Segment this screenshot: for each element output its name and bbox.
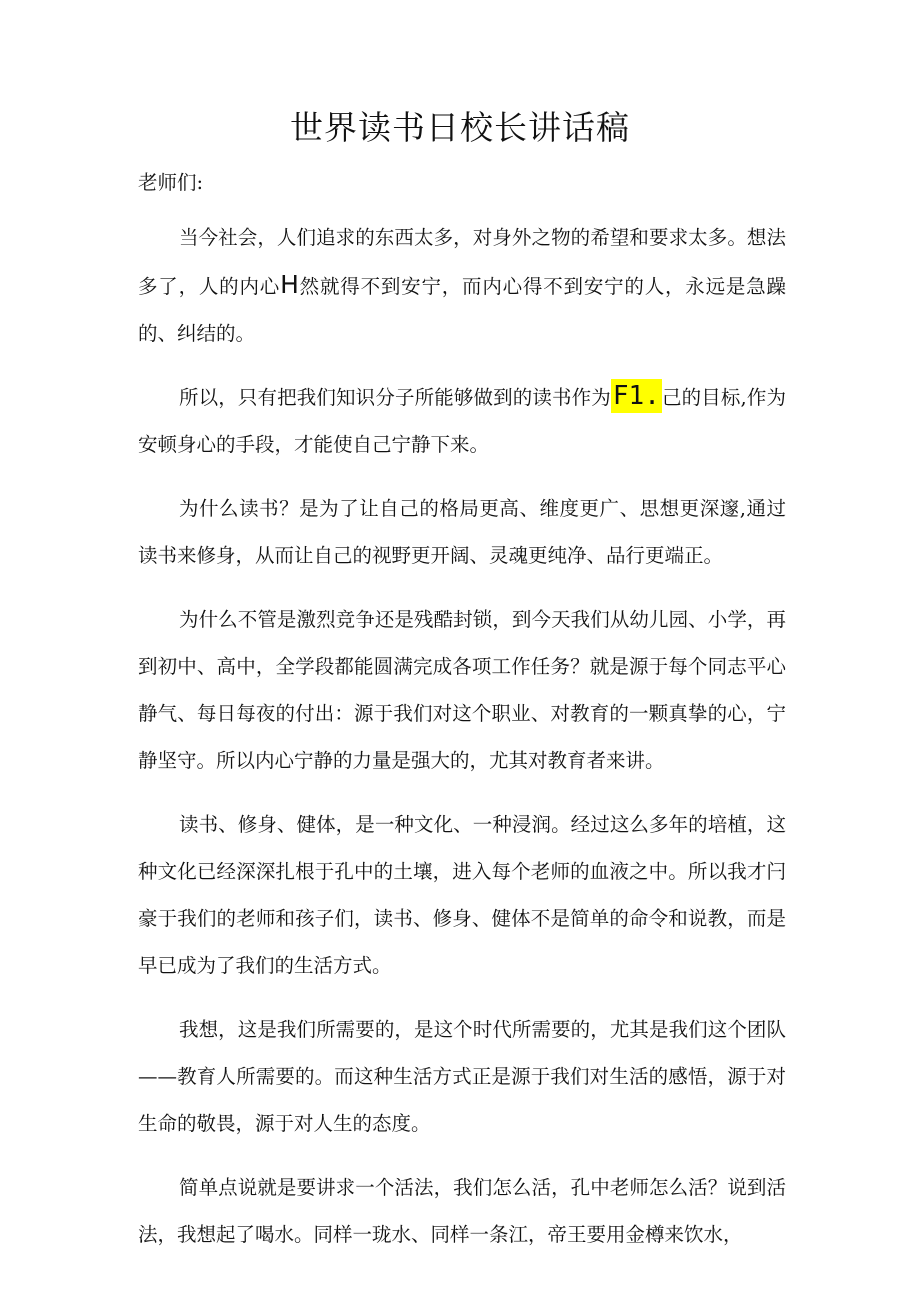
paragraph-2-text-a: 所以，只有把我们知识分子所能够做到的读书作为 — [179, 386, 611, 409]
paragraph-5: 读书、修身、健体，是一种文化、一种浸润。经过这么多年的培植，这种文化已经深深扎根于孔中的土壤，进入每个老师的血液之中。所以我才闩豪于我们的老师和孩子们，读书、修身、健体不是简单的命令和说教，而是早已成为了我们的生活方式。 — [138, 813, 786, 977]
paragraph-1 — [138, 214, 786, 357]
paragraph-1-text-a: 当今社会，人们追求的东西太多，对身外之物的希望和要求太多。想法多了，人的内心 — [138, 226, 786, 298]
salutation: 老师们: — [138, 171, 204, 194]
document-body — [138, 214, 786, 1275]
paragraph-4: 为什么不管是激烈竞争还是残酷封锁，到今天我们从幼儿园、小学，再到初中、高中，全学段都能圆满完成各项工作任务？就是源于每个同志平心静气、每日每夜的付出：源于我们对这个职业、对教育的一颗真挚的心，宁静坚守。所以内心宁静的力量是强大的，尤其对教育者来讲。 — [138, 608, 786, 772]
paragraph-2 — [138, 374, 786, 468]
paragraph-2-text-b: 己的目标,作为安顿身心的手段，才能使自己宁静下来。 — [138, 386, 786, 456]
document-title: 世界读书日校长讲话稿 — [290, 108, 630, 147]
highlighted-text: F1. — [612, 381, 660, 411]
paragraph-6: 我想，这是我们所需要的，是这个时代所需要的，尤其是我们这个团队——教育人所需要的。而这种生活方式正是源于我们对生活的感悟，源于对生命的敬畏，源于对人生的态度。 — [138, 1018, 786, 1135]
paragraph-1-text-b: 然就得不到安宁，而内心得不到安宁的人，永远是急躁的、纠结的。 — [138, 275, 786, 345]
paragraph-3: 为什么读书？是为了让自己的格局更高、维度更广、思想更深邃,通过读书来修身，从而让自己的视野更开阔、灵魂更纯净、品行更端正。 — [138, 497, 786, 567]
paragraph-1-ocr-glyph: H — [280, 270, 299, 299]
paragraph-7: 简单点说就是要讲求一个活法，我们怎么活，孔中老师怎么活？说到活法，我想起了喝水。同样一珑水、同样一条江，帝王要用金樽来饮水， — [138, 1176, 786, 1246]
